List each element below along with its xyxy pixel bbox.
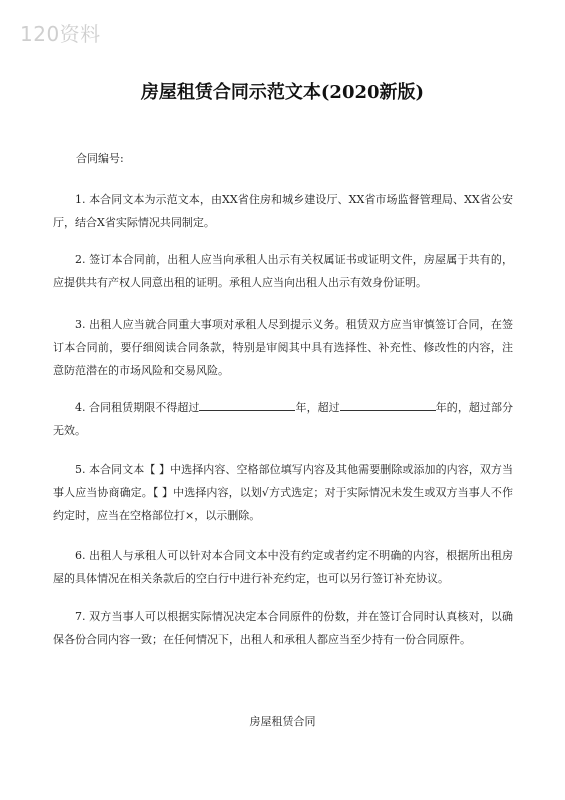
page-title: 房屋租赁合同示范文本(2020新版) <box>140 82 425 103</box>
clause-3: 3. 出租人应当就合同重大事项对承租人尽到提示义务。租赁双方应当审慎签订合同，在签订本合同前，要仔细阅读合同条款，特别是审阅其中具有选择性、补充性、修改性的内容，注意防范潜在的市场风险和交易风险。 <box>53 318 513 377</box>
clause-4-text-b: 年，超过 <box>295 401 340 414</box>
clause-5: 5. 本合同文本【 】中选择内容、空格部位填写内容及其他需要删除或添加的内容，双方当事人应当协商确定。【 】中选择内容，以划√方式选定；对于实际情况未发生或双方当事人不作约定时，应当在空格部位打×，以示删除。 <box>53 463 513 522</box>
clause-1: 1. 本合同文本为示范文本，由XX省住房和城乡建设厅、XX省市场监督管理局、XX省公安厅，结合X省实际情况共同制定。 <box>53 193 513 229</box>
contract-number-label: 合同编号: <box>76 152 124 165</box>
clause-7: 7. 双方当事人可以根据实际情况决定本合同原件的份数，并在签订合同时认真核对，以确保各份合同内容一致；在任何情况下，出租人和承租人都应当至少持有一份合同原件。 <box>53 610 513 646</box>
clause-2: 2. 签订本合同前，出租人应当向承租人出示有关权属证书或证明文件，房屋属于共有的，应提供共有产权人同意出租的证明。承租人应当向出租人出示有效身份证明。 <box>53 253 513 289</box>
clause-4 <box>53 396 513 442</box>
clause-6: 6. 出租人与承租人可以针对本合同文本中没有约定或者约定不明确的内容，根据所出租房屋的具体情况在相关条款后的空白行中进行补充约定，也可以另行签订补充协议。 <box>53 549 513 585</box>
clause-4-text-c: 年的，超过部分无效。 <box>53 401 514 437</box>
section-title-lease-contract: 房屋租赁合同 <box>249 715 316 728</box>
lease-term-excess-blank[interactable] <box>340 399 436 411</box>
clause-4-text-a: 4. 合同租赁期限不得超过 <box>75 401 200 414</box>
watermark-logo-text: 120资料 <box>20 22 101 46</box>
lease-term-limit-blank[interactable] <box>199 399 295 411</box>
